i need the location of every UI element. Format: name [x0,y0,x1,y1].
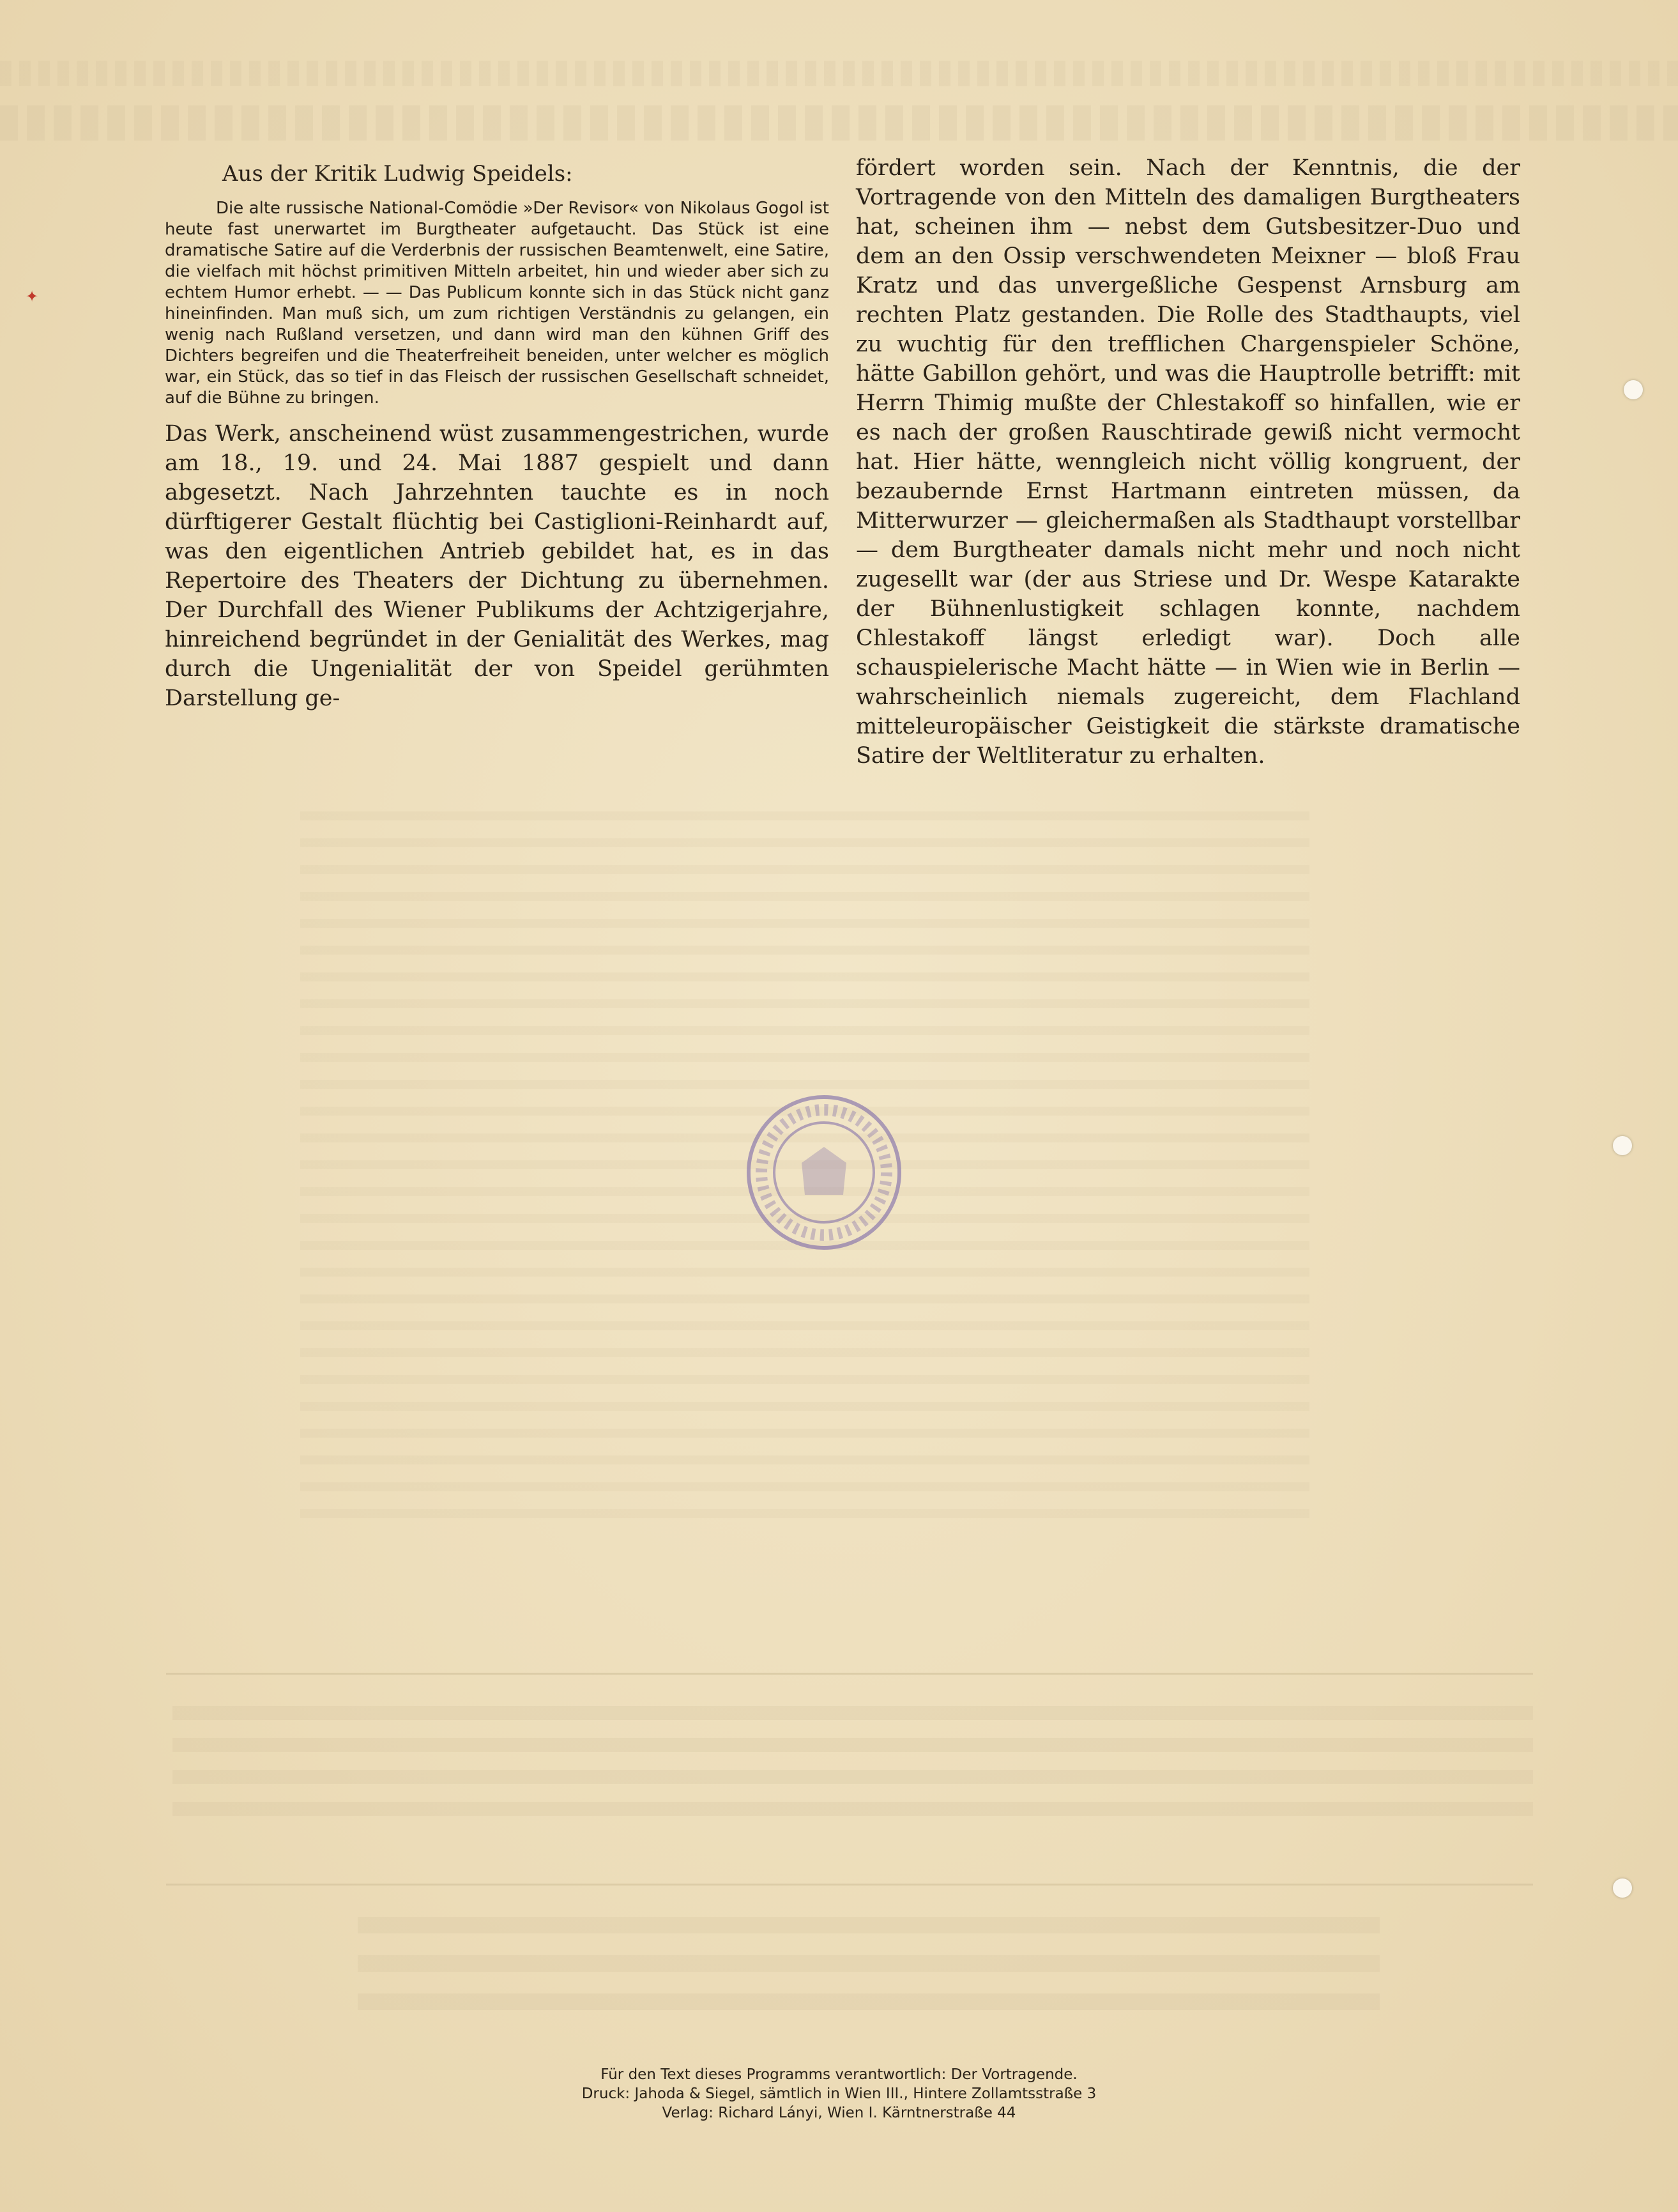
speidel-quote: Die alte russische National-Comödie »Der Revisor« von Nikolaus Gogol ist heute fast unerwartet im Burgtheater aufgetaucht. Das Stück ist eine dramatische Satire auf die Verderbnis der russischen Beamtenwelt, eine Satire, die vielfach mit höchst primitiven Mitteln arbeitet, hin und wieder aber sich zu echtem Humor erhebt. — — Das Publicum konnte sich in das Stück nicht ganz hineinfinden. Man muß sich, um zum richtigen Verständnis zu gelangen, ein wenig nach Rußland versetzen, und dann wird man den kühnen Griff des Dichters begreifen und die Theaterfreiheit beneiden, unter welcher es möglich war, ein Stück, das so tief in das Fleisch der russischen Gesellschaft schneidet, auf die Bühne zu bringen. [165,199,829,408]
punch-hole-1 [1624,380,1643,399]
right-column [856,153,1520,771]
punch-hole-3 [1613,1878,1632,1898]
imprint-responsible: Für den Text dieses Programms verantwortlich: Der Vortragende. [600,2066,1078,2083]
show-through-band-2 [0,105,1678,141]
show-through-band-3 [172,1706,1533,1834]
quote-heading: Aus der Kritik Ludwig Speidels: [222,161,573,187]
show-through-rule-2 [166,1884,1533,1886]
punch-hole-2 [1613,1136,1632,1155]
show-through-band-4 [358,1917,1380,2032]
left-column [165,153,829,713]
library-stamp [741,1089,907,1256]
imprint [0,2065,1678,2123]
imprint-publisher: Verlag: Richard Lányi, Wien I. Kärntnerstraße 44 [662,2105,1016,2121]
margin-mark: ✦ [26,288,39,305]
show-through-rule-1 [166,1673,1533,1675]
show-through-band-1 [0,61,1678,86]
left-paragraph: Das Werk, anscheinend wüst zusammengestrichen, wurde am 18., 19. und 24. Mai 1887 gespielt und dann abgesetzt. Nach Jahrzehnten tauchte es in noch dürftigerer Gestalt flüchtig bei Castiglioni-Reinhardt auf, was den eigentlichen Antrieb gebildet hat, es in das Repertoire des Theaters der Dichtung zu übernehmen. Der Durchfall des Wiener Publikums der Achtzigerjahre, hinreichend begründet in der Genialität des Werkes, mag durch die Ungenialität der von Speidel gerühmten Darstellung ge- [165,421,829,711]
imprint-printer: Druck: Jahoda & Siegel, sämtlich in Wien III., Hintere Zollamtsstraße 3 [581,2085,1097,2102]
right-paragraph: fördert worden sein. Nach der Kenntnis, die der Vortragende von den Mitteln des damaligen Burgtheaters hat, scheinen ihm — nebst dem Gutsbesitzer-Duo und dem an den Ossip verschwendeten Meixner — bloß Frau Kratz und das unvergeßliche Gespenst Arnsburg am rechten Platz gestanden. Die Rolle des Stadthaupts, viel zu wuchtig für den trefflichen Chargenspieler Schöne, hätte Gabillon gehört, und was die Hauptrolle betrifft: mit Herrn Thimig mußte der Chlestakoff so hinfallen, wie er es nach der großen Rauschtirade gewiß nicht vermocht hat. Hier hätte, wenngleich nicht völlig kongruent, der bezaubernde Ernst Hartmann eintreten müssen, da Mitterwurzer — gleichermaßen als Stadthaupt vorstellbar — dem Burgtheater damals nicht mehr und noch nicht zugesellt war (der aus Striese und Dr. Wespe Katarakte der Bühnenlustigkeit schlagen konnte, nachdem Chlestakoff längst erledigt war). Doch alle schauspielerische Macht hätte — in Wien wie in Berlin — wahrscheinlich niemals zugereicht, dem Flachland mitteleuropäischer Geistigkeit die stärkste dramatische Satire der Weltliteratur zu erhalten. [856,155,1520,769]
